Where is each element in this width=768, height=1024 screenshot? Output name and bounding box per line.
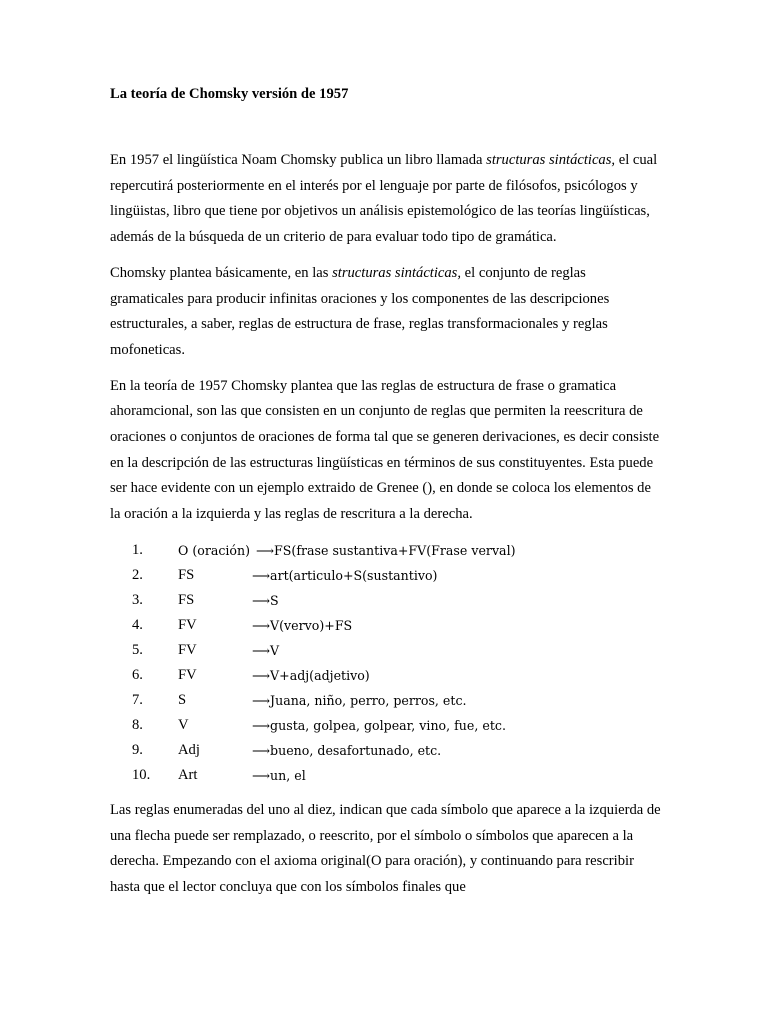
paragraph-text: el cual repercutirá posteriormente en el interés por el lenguaje por parte de filósofos, psicólogos y lingüistas, libro que tiene por objetivos un análisis epistemológico de las teorías lingüísticas, además de la búsqueda de un criterio de para evaluar todo tipo de gramática.	[110, 152, 658, 246]
rule-number: 1.	[132, 541, 143, 558]
rule-item	[110, 638, 662, 663]
rule-expansion: ⟶gusta, golpea, golpear, vino, fue, etc.	[252, 717, 506, 733]
rule-symbol: O (oración)	[178, 542, 251, 558]
rule-number: 7.	[132, 691, 143, 708]
rule-expansion: ⟶Juana, niño, perro, perros, etc.	[252, 692, 467, 708]
rewrite-rules-list	[110, 538, 662, 788]
rule-symbol: FS	[178, 591, 195, 608]
rule-number: 6.	[132, 666, 143, 683]
rule-symbol: FS	[178, 566, 195, 583]
rule-item	[110, 613, 662, 638]
rule-number: 5.	[132, 641, 143, 658]
paragraph-2	[110, 261, 662, 364]
paragraph-1	[110, 148, 662, 251]
rule-expansion: ⟶FS(frase sustantiva+FV(Frase verval)	[256, 542, 516, 558]
rule-expansion: ⟶art(articulo+S(sustantivo)	[252, 567, 438, 583]
rule-item	[110, 538, 662, 563]
rule-symbol: S	[178, 691, 187, 708]
rule-item	[110, 713, 662, 738]
rule-symbol: Art	[178, 766, 198, 783]
rule-expansion: ⟶bueno, desafortunado, etc.	[252, 742, 442, 758]
rule-item	[110, 738, 662, 763]
rule-expansion: ⟶un, el	[252, 767, 306, 783]
document-title: La teoría de Chomsky versión de 1957	[110, 86, 349, 102]
rule-symbol: FV	[178, 666, 197, 683]
paragraph-text: Chomsky plantea básicamente, en las	[110, 264, 333, 281]
paragraph-emphasis: structuras sintácticas,	[486, 152, 616, 168]
rule-item	[110, 688, 662, 713]
rule-expansion: ⟶V(vervo)+FS	[252, 617, 353, 633]
rule-item	[110, 663, 662, 688]
rule-expansion: ⟶S	[252, 592, 279, 608]
document-page	[110, 84, 662, 911]
rule-number: 3.	[132, 591, 143, 608]
paragraph-text: En 1957 el lingüística Noam Chomsky publica un libro llamada	[110, 152, 487, 168]
paragraph-closing: Las reglas enumeradas del uno al diez, indican que cada símbolo que aparece a la izquierda de una flecha puede ser remplazado, o reescrito, por el símbolo o símbolos que aparecen a la derecha. Empezando con el axioma original(O para oración), y continuando para rescribir hasta que el lector concluya que con los símbolos finales que	[110, 801, 661, 895]
rule-expansion: ⟶V+adj(adjetivo)	[252, 667, 370, 683]
rule-number: 10.	[132, 766, 151, 783]
rule-expansion: ⟶V	[252, 642, 280, 658]
paragraph-emphasis: structuras sintácticas,	[332, 264, 462, 281]
rule-number: 4.	[132, 616, 143, 633]
rule-number: 9.	[132, 741, 143, 758]
rule-item	[110, 563, 662, 588]
paragraph-text: En la teoría de 1957 Chomsky plantea que las reglas de estructura de frase o gramatica ahoramcional, son las que consisten en un conjunto de reglas que permiten la reescritura de oraciones o conjuntos de oraciones de forma tal que se generen derivaciones, es decir consiste en la descripción de las estructuras lingüísticas en términos de sus constituyentes. Esta puede ser hace evidente con un ejemplo extraido de Grenee (), en donde se coloca los elementos de la oración a la izquierda y las reglas de rescritura a la derecha.	[110, 377, 660, 523]
rule-number: 8.	[132, 716, 143, 733]
paragraph-3	[110, 374, 662, 528]
paragraph-text: el conjunto de reglas gramaticales para producir infinitas oraciones y los componentes de las descripciones estructurales, a saber, reglas de estructura de frase, reglas transformacionales y reglas mofoneticas.	[110, 264, 610, 358]
rule-item	[110, 763, 662, 788]
rule-symbol: FV	[178, 616, 197, 633]
rule-symbol: Adj	[178, 741, 200, 758]
rule-symbol: V	[178, 716, 189, 733]
rule-item	[110, 588, 662, 613]
rule-number: 2.	[132, 566, 143, 583]
rule-symbol: FV	[178, 641, 197, 658]
